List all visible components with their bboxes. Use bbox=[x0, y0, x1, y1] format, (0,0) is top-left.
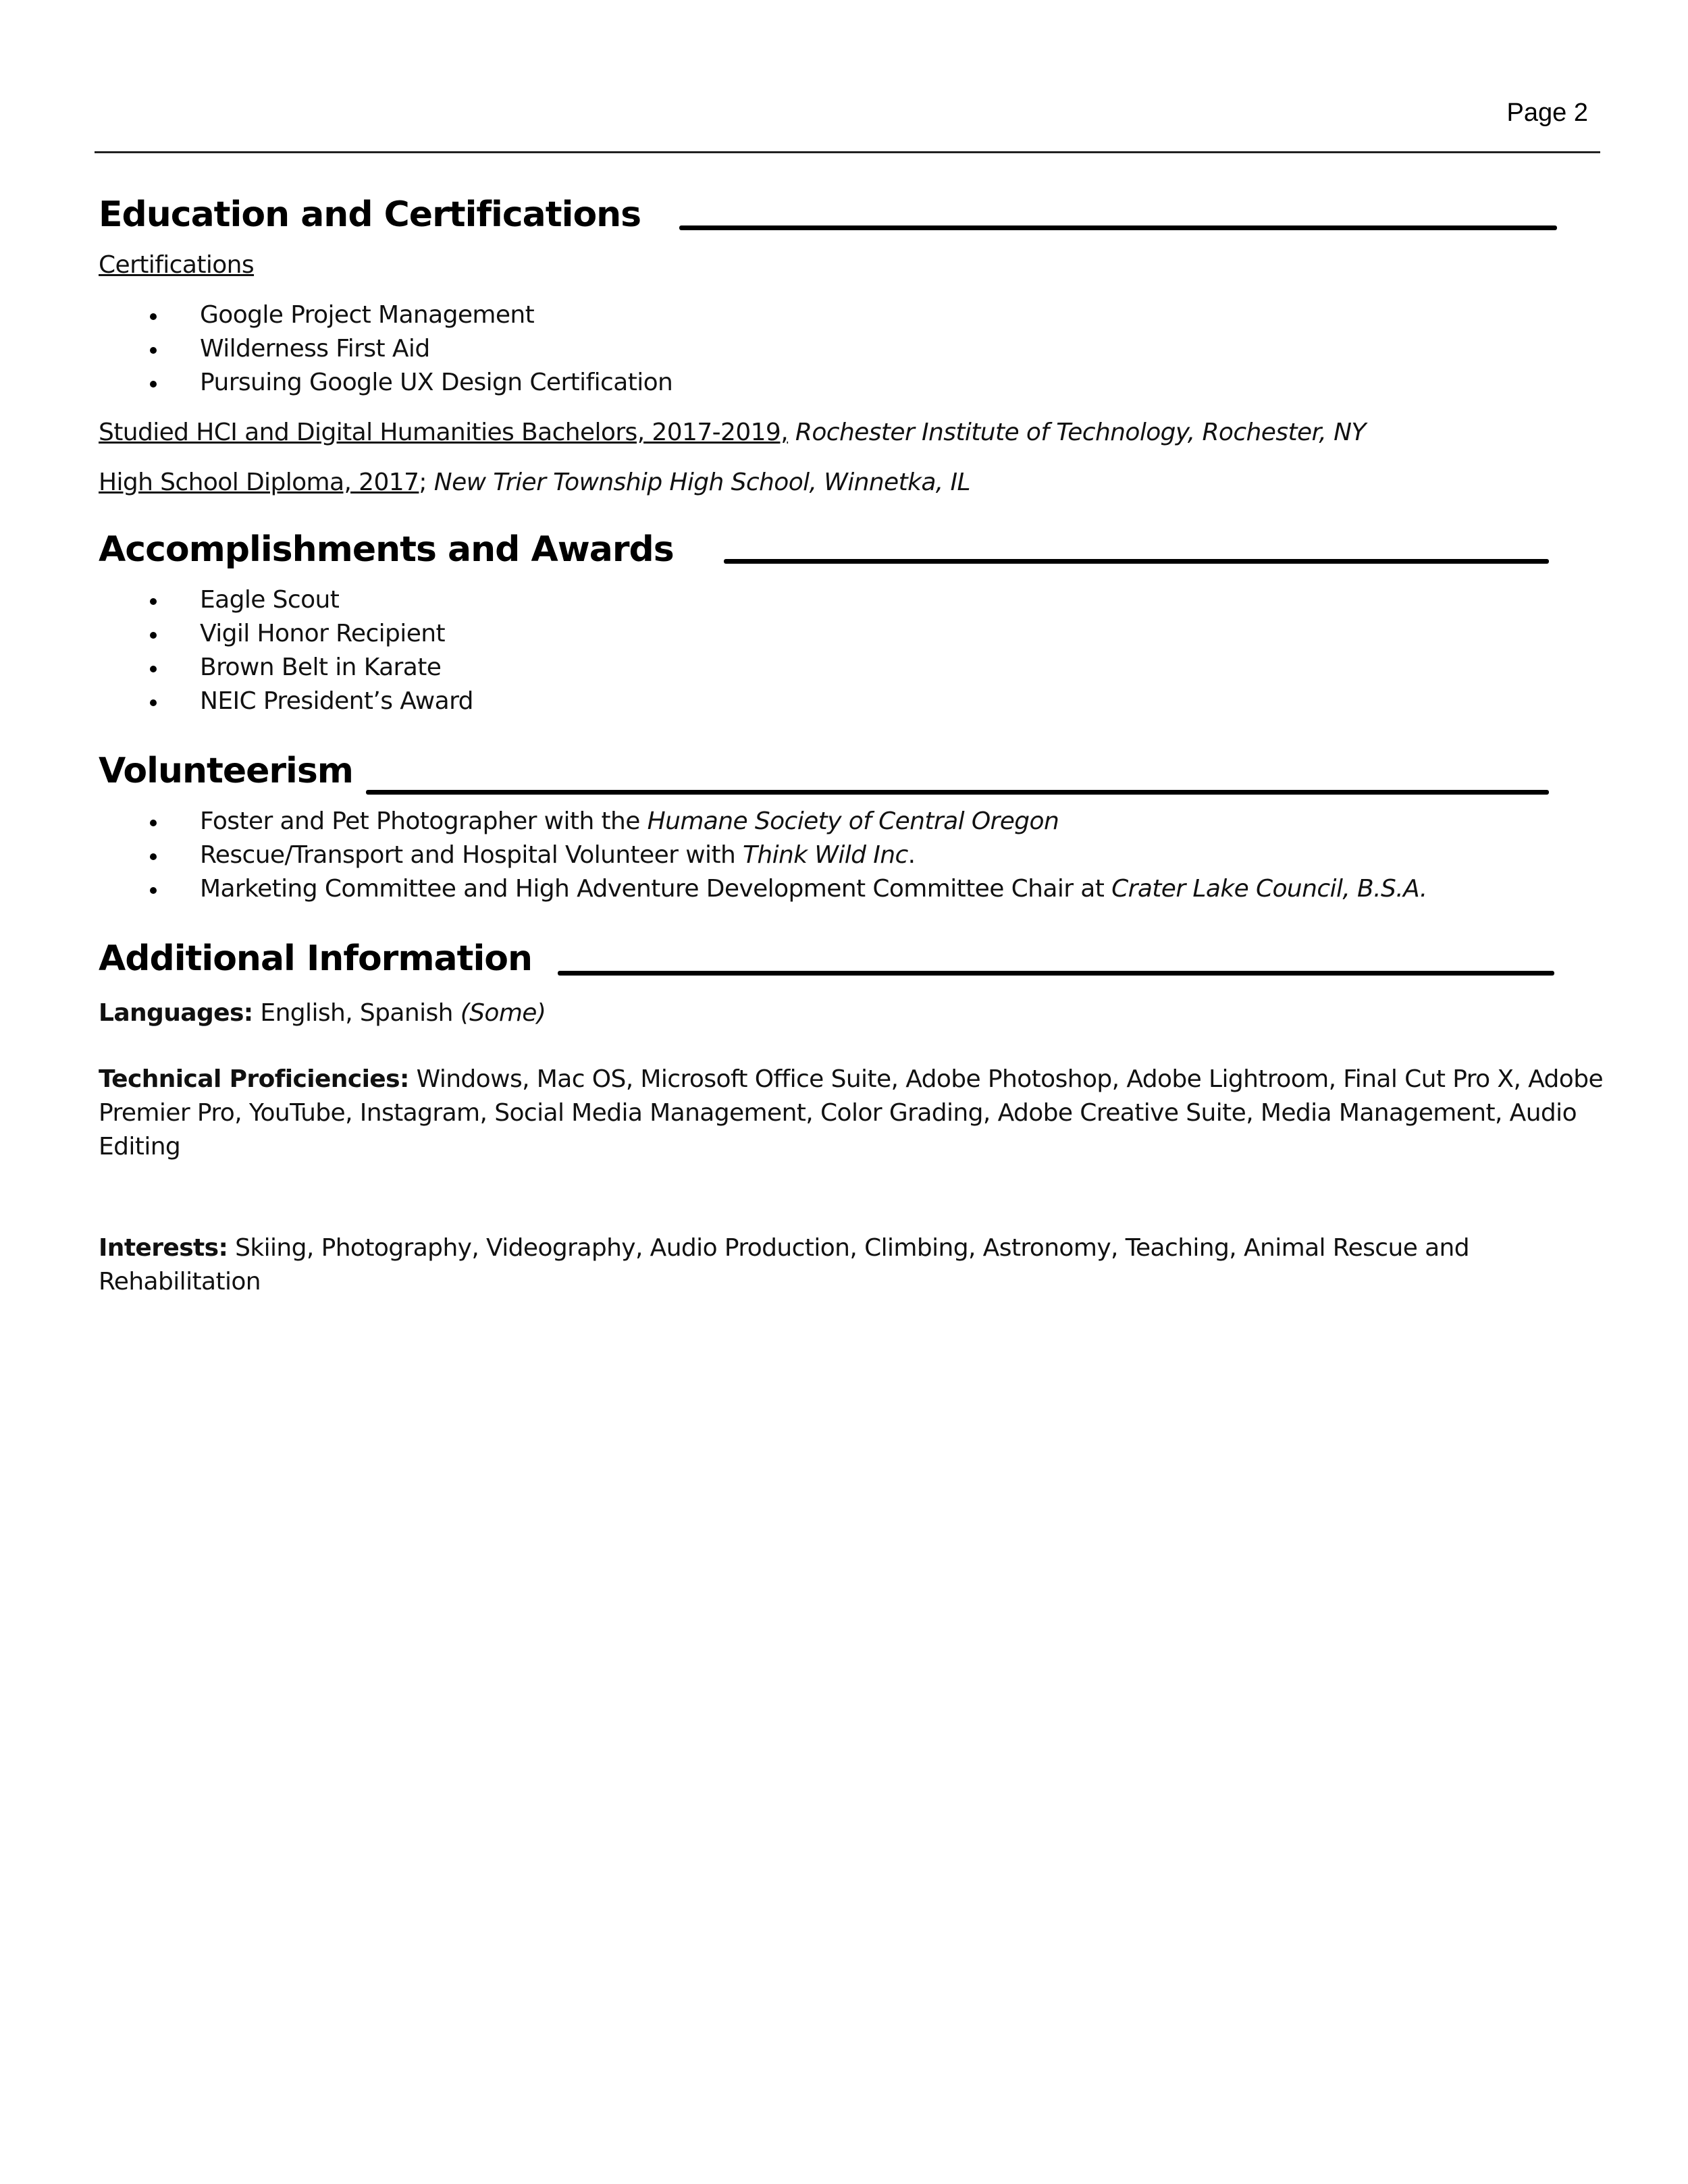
additional-section-title: Additional Information bbox=[99, 938, 533, 979]
institution: Rochester Institute of Technology, Rochester, NY bbox=[795, 419, 1366, 446]
languages-note: (Some) bbox=[460, 999, 546, 1027]
list-item: Wilderness First Aid bbox=[99, 332, 1604, 366]
education-entry: High School Diploma, 2017; New Trier Township High School, Winnetka, IL bbox=[99, 469, 970, 496]
list-item: Marketing Committee and High Adventure Development Committee Chair at Crater Lake Council, B.S.A. bbox=[99, 872, 1604, 906]
list-item: Vigil Honor Recipient bbox=[99, 617, 1604, 651]
technical-label: Technical Proficiencies: bbox=[99, 1065, 409, 1093]
degree: High School Diploma, 2017 bbox=[99, 469, 419, 496]
organization-name: Humane Society of Central Oregon bbox=[647, 807, 1059, 835]
organization-name: Think Wild Inc bbox=[743, 841, 908, 869]
certifications-list bbox=[99, 298, 1604, 400]
section-divider bbox=[679, 225, 1557, 230]
bullet-icon bbox=[150, 666, 157, 672]
degree: Studied HCI and Digital Humanities Bachelors, 2017-2019, bbox=[99, 419, 789, 446]
languages-value: English, Spanish bbox=[253, 999, 460, 1027]
certifications-label: Certifications bbox=[99, 251, 255, 279]
section-divider bbox=[558, 971, 1554, 976]
bullet-icon bbox=[150, 853, 157, 860]
institution: New Trier Township High School, Winnetka, IL bbox=[433, 469, 970, 496]
list-item: Foster and Pet Photographer with the Humane Society of Central Oregon bbox=[99, 805, 1604, 838]
accomplishments-section-title: Accomplishments and Awards bbox=[99, 529, 674, 570]
accomplishments-section-header bbox=[99, 524, 1604, 585]
bullet-icon bbox=[150, 632, 157, 639]
interests-value: Skiing, Photography, Videography, Audio Production, Climbing, Astronomy, Teaching, Animal Rescue and Rehabilitation bbox=[99, 1234, 1470, 1296]
education-section-title: Education and Certifications bbox=[99, 194, 641, 235]
technical-value: Windows, Mac OS, Microsoft Office Suite, Adobe Photoshop, Adobe Lightroom, Final Cut Pro X, Adobe Premier Pro, YouTube, Instagram, Social Media Management, Color Grading, Adobe Creative Suite, Media Management, Audio Editing bbox=[99, 1065, 1604, 1161]
education-section bbox=[99, 248, 1604, 500]
additional-section bbox=[99, 996, 1604, 1299]
languages-line bbox=[99, 996, 1604, 1030]
list-item: Pursuing Google UX Design Certification bbox=[99, 366, 1604, 400]
interests-label: Interests: bbox=[99, 1234, 228, 1262]
interests-line bbox=[99, 1231, 1604, 1299]
organization-name: Crater Lake Council, B.S.A. bbox=[1111, 875, 1427, 903]
bullet-icon bbox=[150, 598, 157, 605]
volunteerism-list bbox=[99, 805, 1604, 906]
accomplishments-list bbox=[99, 583, 1604, 718]
volunteerism-section-header bbox=[99, 745, 1604, 806]
bullet-icon bbox=[150, 313, 157, 320]
education-section-header bbox=[99, 189, 1604, 250]
list-item: Google Project Management bbox=[99, 298, 1604, 332]
bullet-icon bbox=[150, 887, 157, 894]
header-divider bbox=[95, 151, 1600, 153]
volunteerism-section-title: Volunteerism bbox=[99, 751, 353, 791]
section-divider bbox=[366, 790, 1549, 795]
list-item: Rescue/Transport and Hospital Volunteer with Think Wild Inc. bbox=[99, 838, 1604, 872]
bullet-icon bbox=[150, 347, 157, 354]
technical-line bbox=[99, 1063, 1604, 1164]
education-entry bbox=[99, 416, 1604, 450]
languages-label: Languages: bbox=[99, 999, 253, 1027]
list-item: NEIC President’s Award bbox=[99, 685, 1604, 718]
page-number: Page 2 bbox=[1506, 99, 1588, 127]
resume-page-body bbox=[99, 189, 1604, 1299]
section-divider bbox=[724, 559, 1549, 564]
additional-section-header bbox=[99, 933, 1604, 994]
bullet-icon bbox=[150, 820, 157, 826]
list-item: Brown Belt in Karate bbox=[99, 651, 1604, 685]
bullet-icon bbox=[150, 699, 157, 706]
bullet-icon bbox=[150, 381, 157, 388]
list-item: Eagle Scout bbox=[99, 583, 1604, 617]
